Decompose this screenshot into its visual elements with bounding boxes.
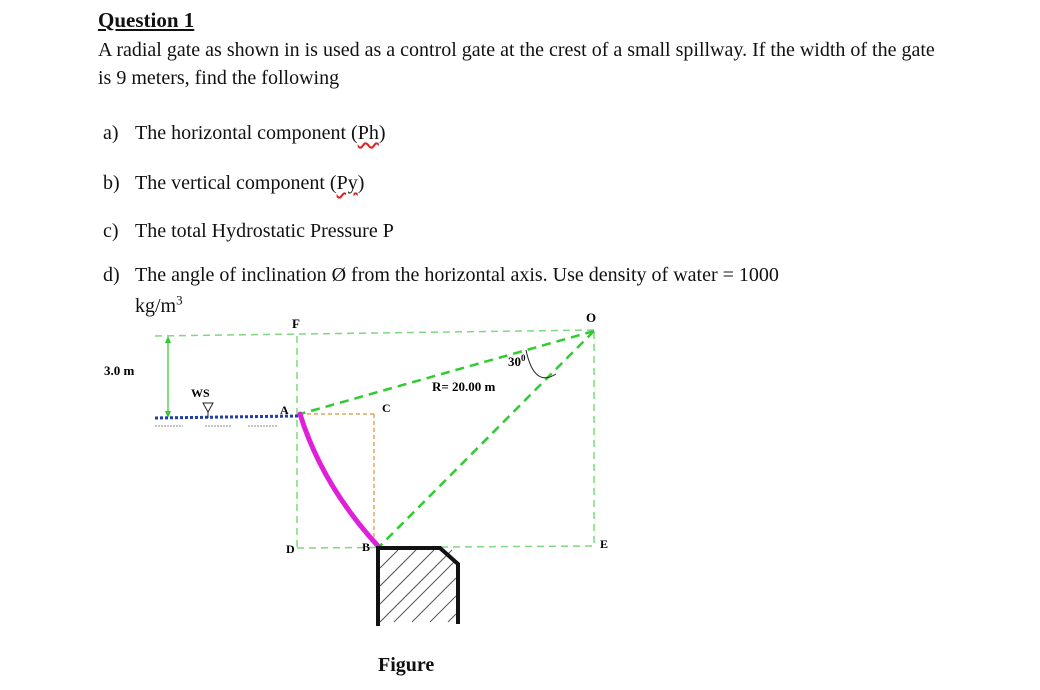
unit-base: kg/m bbox=[135, 295, 177, 317]
top-dashed-line bbox=[155, 330, 594, 336]
label-angle-value: 30 bbox=[508, 354, 521, 369]
item-a-text: The horizontal component ( bbox=[135, 122, 358, 144]
item-a-label: a) bbox=[103, 122, 119, 144]
question-intro: A radial gate as shown in is used as a control gate at the crest of a small spillway. If the width of the gate is 9 meters, find the following bbox=[98, 39, 935, 89]
bottom-dashed-line bbox=[297, 546, 594, 548]
label-d: D bbox=[286, 542, 295, 556]
item-b-close: ) bbox=[357, 172, 365, 194]
label-angle bbox=[508, 353, 526, 369]
label-b: B bbox=[362, 540, 371, 554]
label-e: E bbox=[600, 537, 609, 551]
radius-line-oa bbox=[300, 331, 594, 414]
water-surface-line bbox=[155, 416, 298, 418]
item-c-text: The total Hydrostatic Pressure P bbox=[135, 220, 394, 242]
item-b-text: The vertical component ( bbox=[135, 172, 337, 194]
item-b-symbol: Py bbox=[336, 172, 358, 194]
label-o: O bbox=[586, 310, 597, 325]
figure-caption: Figure bbox=[378, 654, 435, 676]
item-d-text: The angle of inclination Ø from the horizontal axis. Use density of water = 1000 bbox=[135, 264, 779, 286]
depth-arrow-top bbox=[165, 336, 171, 343]
item-b-label: b) bbox=[103, 172, 120, 194]
item-d-label: d) bbox=[103, 264, 120, 286]
label-ws: WS bbox=[191, 386, 210, 400]
question-title: Question 1 bbox=[98, 8, 195, 32]
radial-gate-arc bbox=[300, 414, 378, 546]
label-angle-degree: 0 bbox=[521, 353, 526, 363]
label-a: A bbox=[280, 403, 289, 417]
label-f: F bbox=[292, 316, 300, 331]
label-c: C bbox=[382, 401, 391, 415]
radius-line-ob bbox=[378, 331, 594, 548]
unit-exponent: 3 bbox=[176, 292, 183, 308]
item-a-close: ) bbox=[378, 122, 386, 144]
label-depth: 3.0 m bbox=[104, 363, 135, 378]
item-c-label: c) bbox=[103, 220, 119, 242]
label-radius: R= 20.00 m bbox=[432, 379, 496, 394]
ws-marker bbox=[203, 403, 213, 412]
item-a-symbol: Ph bbox=[357, 122, 379, 144]
